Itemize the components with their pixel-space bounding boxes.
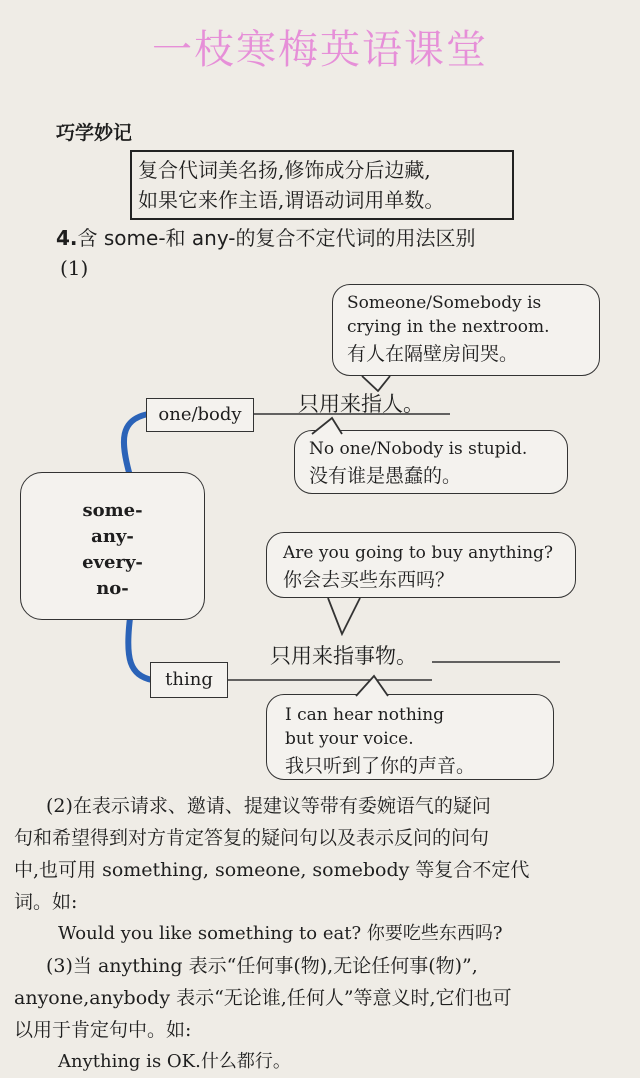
example-sentence: Would you like something to eat? 你要吃些东西吗? [58,923,503,944]
note-thing: 只用来指事物。 [270,644,417,668]
branch-line-thing [128,618,152,680]
node-thing: thing [150,662,228,698]
prefix-word: every- [82,552,143,573]
bubble-en: No one/Nobody is stupid. [309,439,528,459]
paragraph-2 [14,790,614,950]
para-line: anyone,anybody 表示“无论谁,任何人”等意义时,它们也可 [14,987,512,1009]
bubble-tail [306,416,346,436]
paragraph-3 [14,950,614,1078]
bubble-en: crying in the nextroom. [347,317,550,337]
bubble-tail [352,672,392,698]
bubble-cn: 没有谁是愚蠢的。 [309,465,462,487]
example-sentence: Anything is OK.什么都行。 [58,1051,291,1072]
mnemonic-line: 复合代词美名扬,修饰成分后边藏, [138,158,431,182]
node-one-body: one/body [146,398,254,432]
branch-line-body [124,414,148,476]
subsection-label: (1) [60,256,89,280]
mnemonic-line: 如果它来作主语,谓语动词用单数。 [138,188,445,212]
center-node [20,472,205,620]
para-line: 以用于肯定句中。如: [14,1019,192,1041]
prefix-word: some- [82,500,143,521]
bubble-en: Are you going to buy anything? [283,543,554,563]
bubble-en: but your voice. [285,729,414,749]
bubble-en: Someone/Somebody is [347,293,542,313]
watermark-title: 一枝寒梅英语课堂 [152,27,488,73]
speech-bubble [266,694,554,780]
para-line: 中,也可用 something, someone, somebody 等复合不定代 [14,859,530,881]
speech-bubble [266,532,576,598]
bubble-cn: 有人在隔壁房间哭。 [347,343,519,365]
para-line: 句和希望得到对方肯定答复的疑问句以及表示反问的问句 [14,827,490,849]
section-number: 4. [56,226,78,250]
prefix-word: any- [91,526,134,547]
speech-bubble [332,284,600,376]
para-line: 词。如: [14,891,78,913]
bubble-cn: 你会去买些东西吗？ [283,569,455,591]
bubble-tail [326,592,366,636]
prefix-word: no- [96,578,129,599]
para-line: (2)在表示请求、邀请、提建议等带有委婉语气的疑问 [46,795,491,817]
section-title-text: 含 some-和 any-的复合不定代词的用法区别 [77,226,476,250]
speech-bubble [294,430,568,494]
section-heading: 巧学妙记 [56,122,133,144]
bubble-en: I can hear nothing [285,705,445,725]
para-line: (3)当 anything 表示“任何事(物),无论任何事(物)”, [46,955,478,977]
note-person: 只用来指人。 [298,392,424,416]
bubble-cn: 我只听到了你的声音。 [285,755,476,777]
